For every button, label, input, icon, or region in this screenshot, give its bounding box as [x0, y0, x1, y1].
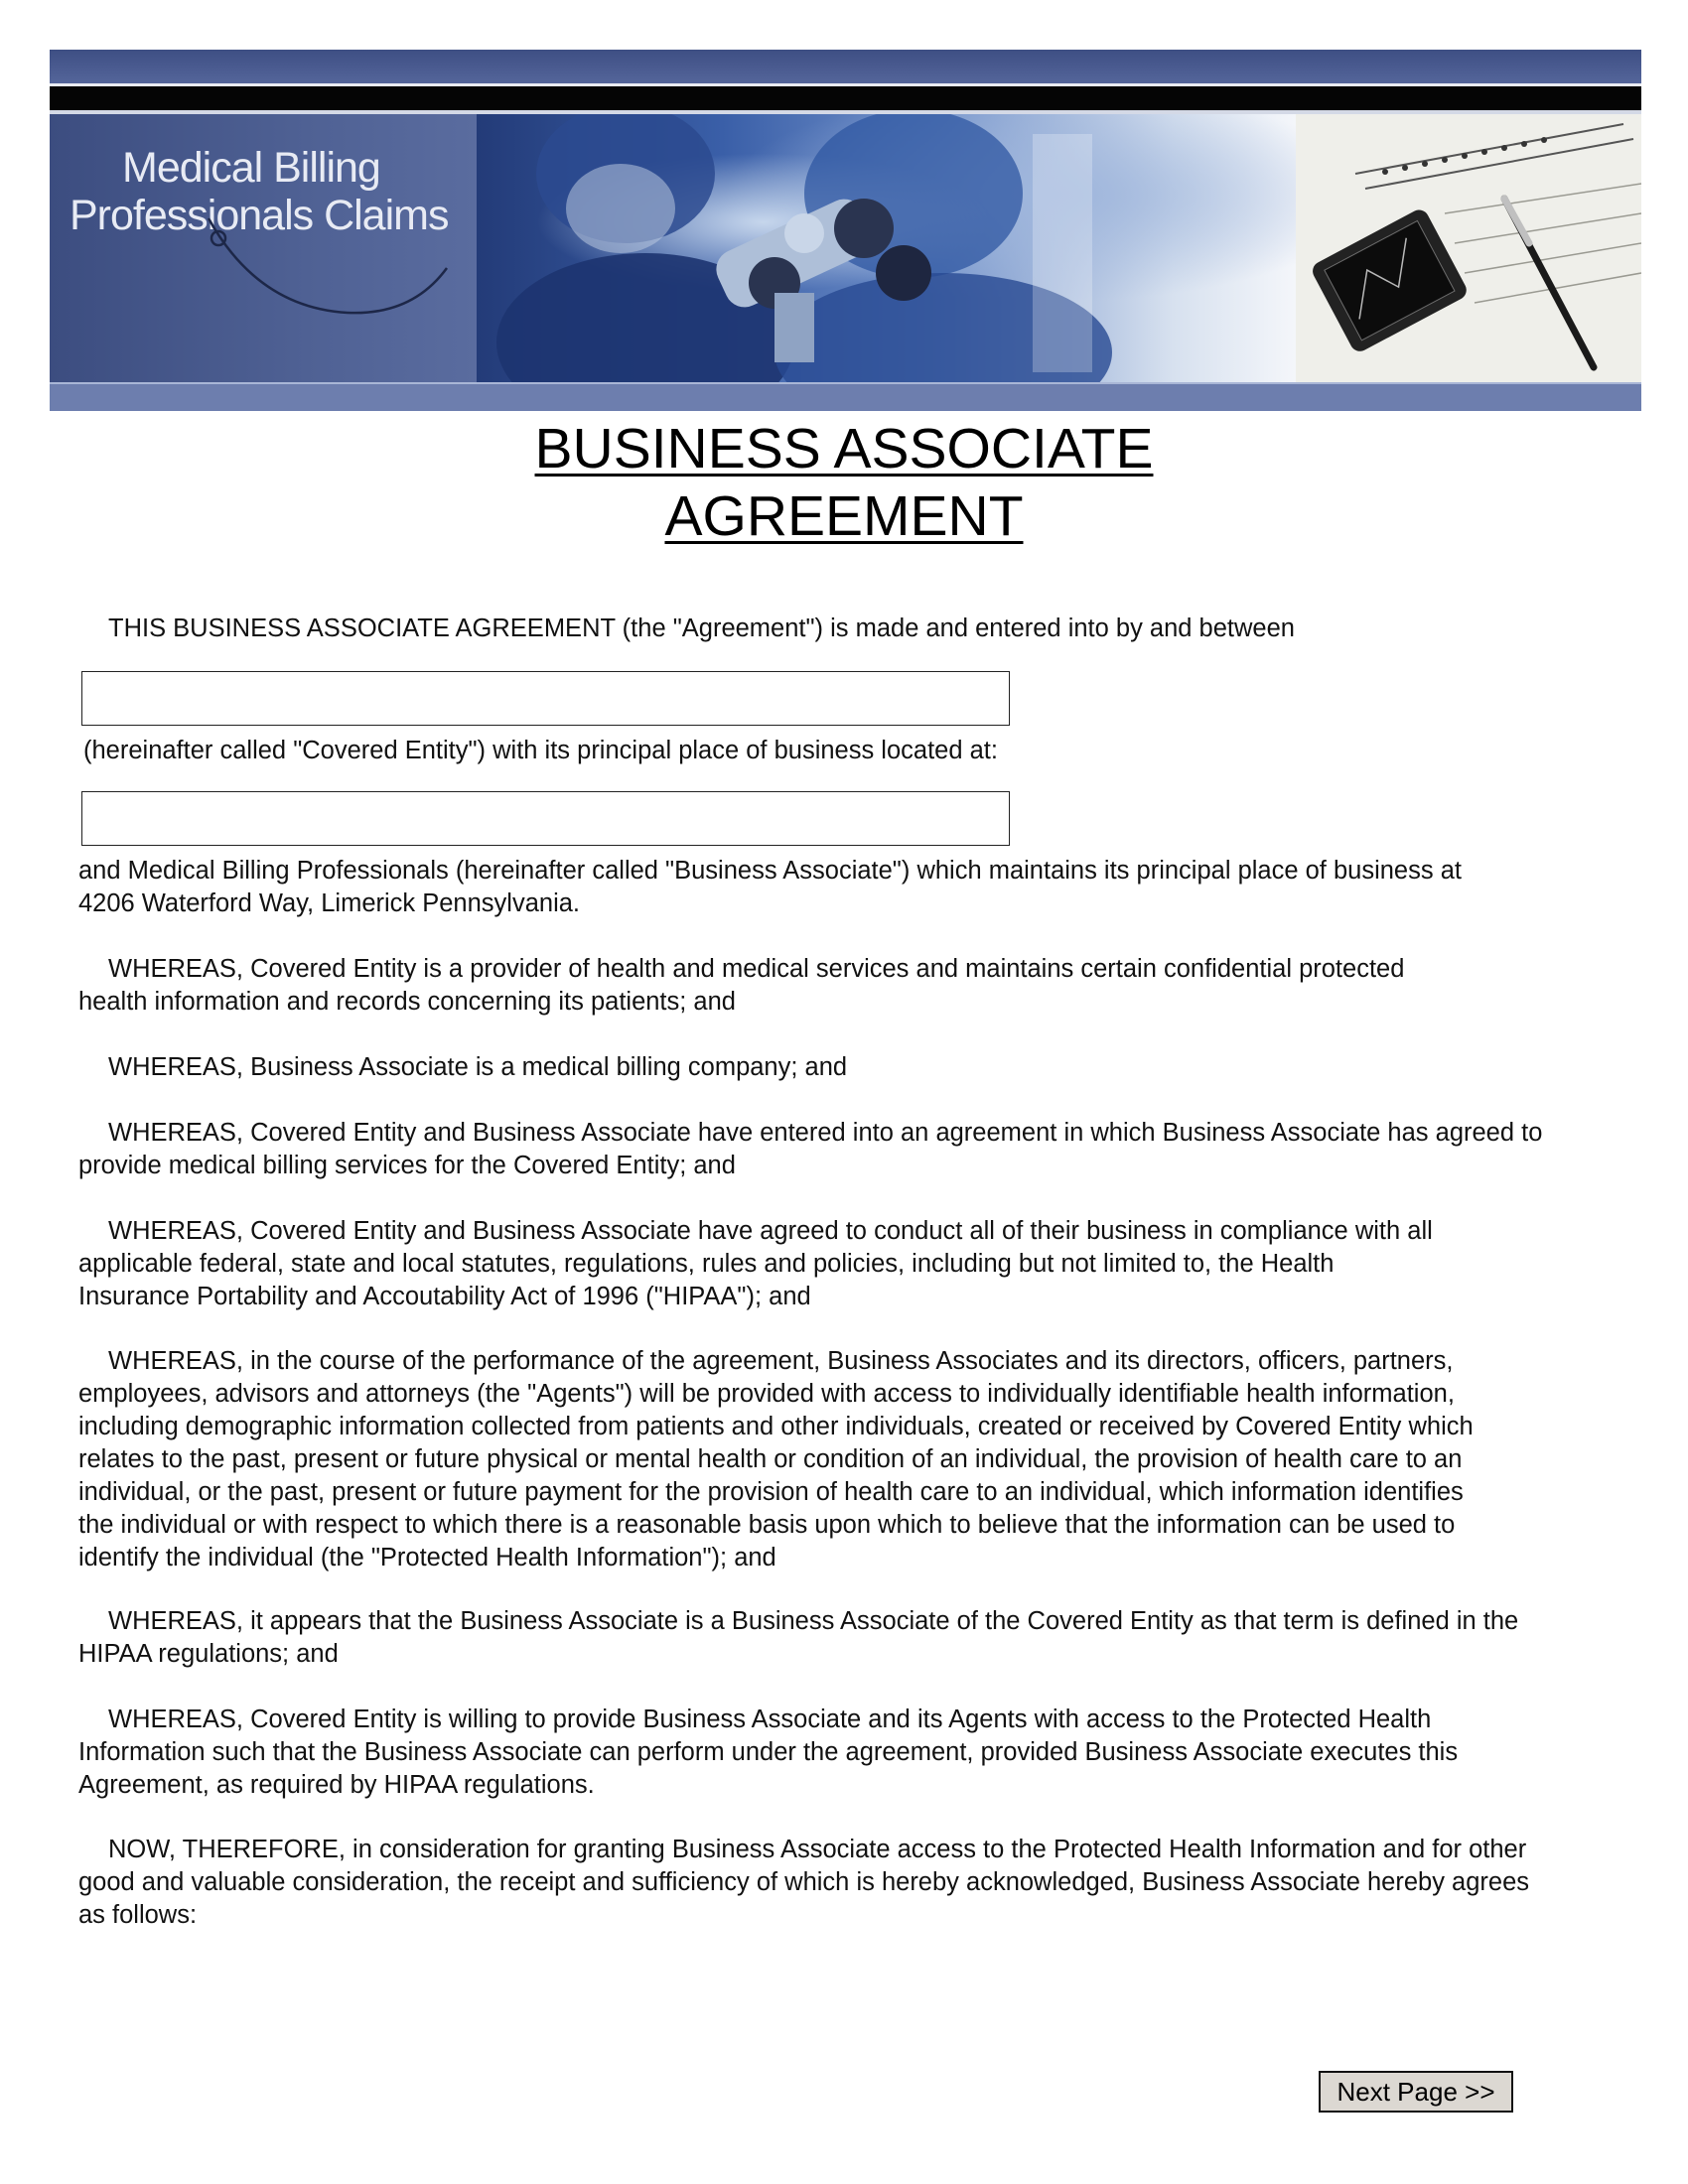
now-therefore-clause — [78, 1834, 1627, 1932]
covered-entity-label — [83, 735, 1632, 767]
document-title — [0, 415, 1688, 550]
whereas-clause-3 — [78, 1117, 1627, 1182]
paragraph-line: individual, or the past, present or future payment for the provision of health care to an individual, which information identifies — [78, 1478, 1464, 1506]
logo-line-1: Medical Billing — [122, 144, 380, 192]
title-line-1: BUSINESS ASSOCIATE — [534, 417, 1154, 480]
paragraph-line: WHEREAS, in the course of the performance of the agreement, Business Associates and its directors, officers, partners, — [108, 1347, 1454, 1375]
paragraph-line: health information and records concerning its patients; and — [78, 988, 736, 1016]
paragraph-line: provide medical billing services for the Covered Entity; and — [78, 1152, 736, 1179]
paragraph-line: HIPAA regulations; and — [78, 1640, 339, 1668]
banner-bottom-strip — [50, 384, 1641, 411]
paragraph-line: as follows: — [78, 1901, 198, 1929]
paragraph-line: applicable federal, state and local statutes, regulations, rules and policies, including but not limited to, the Health — [78, 1250, 1335, 1278]
paragraph-line: good and valuable consideration, the receipt and sufficiency of which is hereby acknowledged, Business Associate hereby agrees — [78, 1868, 1530, 1896]
whereas-clause-2 — [78, 1051, 1627, 1084]
paragraph-line: WHEREAS, Covered Entity is willing to provide Business Associate and its Agents with access to the Protected Health — [108, 1706, 1432, 1733]
covered-entity-label-text: (hereinafter called "Covered Entity") with its principal place of business located at: — [83, 737, 998, 764]
surgeons-microscope-photo — [477, 114, 1296, 384]
whereas-clause-5 — [78, 1345, 1627, 1574]
title-line-2: AGREEMENT — [664, 484, 1024, 548]
whereas-clause-6 — [78, 1605, 1627, 1671]
paragraph-line: identify the individual (the "Protected Health Information"); and — [78, 1544, 776, 1571]
intro-paragraph — [78, 613, 1627, 645]
paragraph-line: employees, advisors and attorneys (the "Agents") will be provided with access to individually identifiable health information, — [78, 1380, 1455, 1408]
business-associate-paragraph — [78, 855, 1627, 920]
paragraph-line: and Medical Billing Professionals (hereinafter called "Business Associate") which maintains its principal place of business at — [78, 857, 1462, 885]
logo-line-2: Professionals Claims — [70, 192, 449, 239]
paragraph-line: relates to the past, present or future physical or mental health or condition of an individual, the provision of health care to an — [78, 1445, 1463, 1473]
whereas-clause-1 — [78, 953, 1627, 1019]
paragraph-line: the individual or with respect to which there is a reasonable basis upon which to believe that the information can be used to — [78, 1511, 1456, 1539]
billing-paperwork-photo — [1296, 114, 1641, 384]
whereas-clause-4 — [78, 1215, 1627, 1313]
stethoscope-icon — [199, 199, 457, 328]
intro-text: THIS BUSINESS ASSOCIATE AGREEMENT (the "Agreement") is made and entered into by and between — [108, 614, 1295, 642]
banner-black-bar — [50, 86, 1641, 110]
header-banner — [50, 50, 1641, 411]
next-page-button[interactable]: Next Page >> — [1319, 2071, 1513, 2113]
paragraph-line: including demographic information collected from patients and other individuals, created or received by Covered Entity which — [78, 1413, 1474, 1440]
paragraph-line: WHEREAS, Covered Entity and Business Associate have agreed to conduct all of their business in compliance with all — [108, 1217, 1433, 1245]
covered-entity-name-input[interactable] — [81, 671, 1010, 726]
paragraph-line: Insurance Portability and Accoutability Act of 1996 ("HIPAA"); and — [78, 1283, 811, 1310]
paragraph-line: Information such that the Business Associate can perform under the agreement, provided Business Associate executes this — [78, 1738, 1459, 1766]
paragraph-line: 4206 Waterford Way, Limerick Pennsylvania. — [78, 889, 581, 917]
paragraph-line: WHEREAS, it appears that the Business Associate is a Business Associate of the Covered Entity as that term is defined in the — [108, 1607, 1519, 1635]
paragraph-line: NOW, THEREFORE, in consideration for granting Business Associate access to the Protected Health Information and for other — [108, 1836, 1527, 1863]
covered-entity-address-input[interactable] — [81, 791, 1010, 846]
paragraph-line: WHEREAS, Business Associate is a medical billing company; and — [108, 1053, 848, 1081]
paragraph-line: WHEREAS, Covered Entity and Business Associate have entered into an agreement in which Business Associate has agreed to — [108, 1119, 1543, 1147]
whereas-clause-7 — [78, 1704, 1627, 1802]
banner-top-strip — [50, 50, 1641, 83]
paragraph-line: WHEREAS, Covered Entity is a provider of health and medical services and maintains certain confidential protected — [108, 955, 1405, 983]
paragraph-line: Agreement, as required by HIPAA regulations. — [78, 1771, 595, 1799]
